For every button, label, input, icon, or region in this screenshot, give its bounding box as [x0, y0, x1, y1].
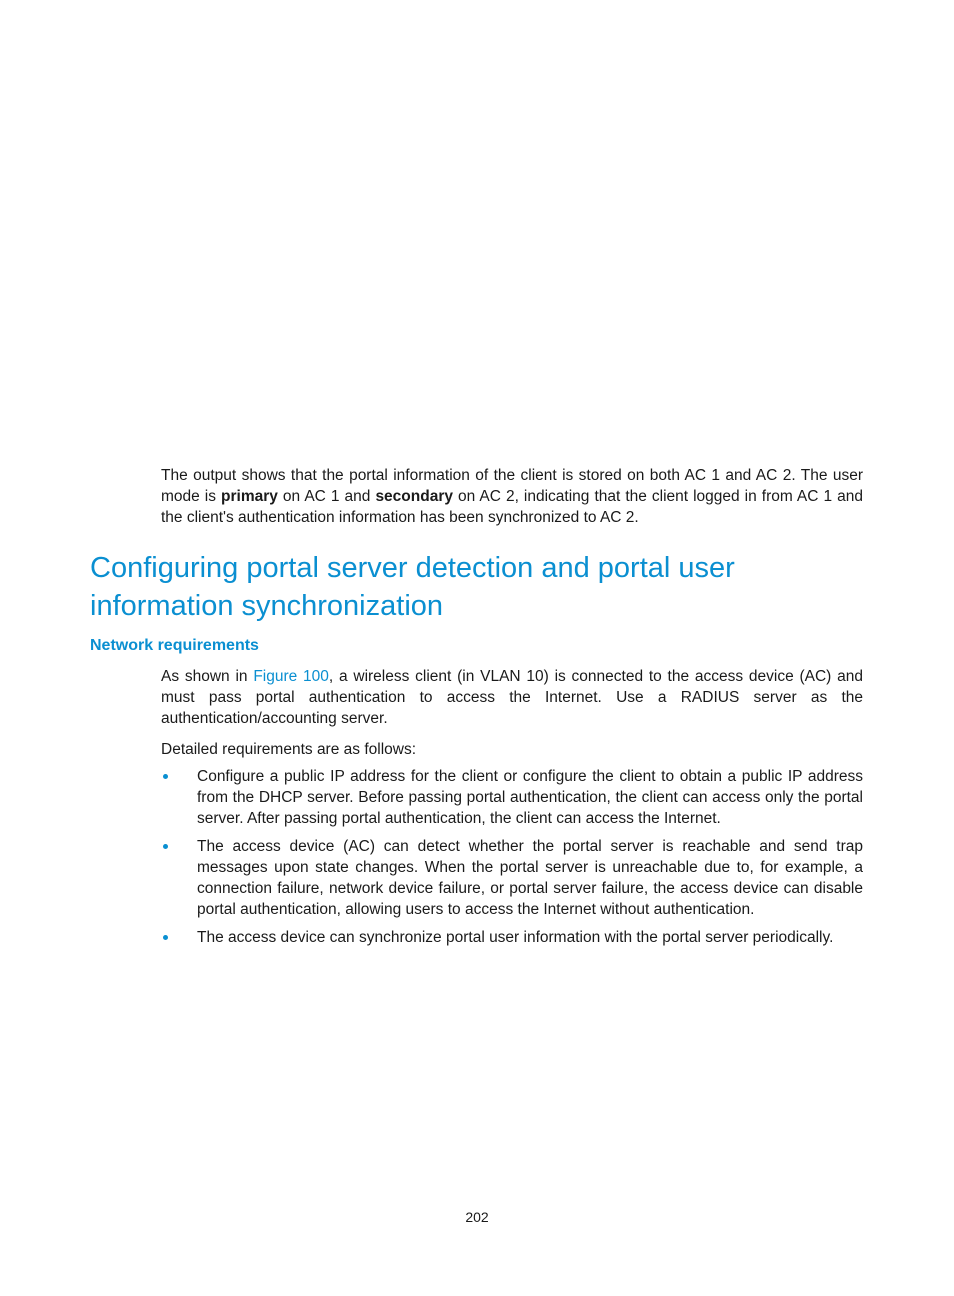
requirements-list [161, 766, 863, 955]
bullet-icon [163, 774, 168, 779]
figure-link[interactable]: Figure 100 [253, 668, 329, 685]
intro-text-after: on AC 2, indicating that the client logged in from AC 1 and the client's authentication information has been synchronized to AC 2. [161, 488, 863, 526]
bullet-icon [163, 935, 168, 940]
requirements-intro-paragraph: Detailed requirements are as follows: [161, 741, 417, 758]
page-number: 202 [465, 1209, 489, 1225]
subsection-title: Network requirements [90, 637, 259, 654]
intro-text-before: The output shows that the portal information of the client is stored on both AC 1 and AC 2. The user mode is [161, 467, 863, 505]
intro-bold-secondary: secondary [375, 488, 453, 505]
list-item-text: The access device (AC) can detect whether the portal server is reachable and send trap messages upon state changes. When the portal server is unreachable due to, for example, a connection failure, network device failure, or portal server failure, the access device can disable portal authentication, allowing users to access the Internet without authentication. [197, 838, 863, 918]
intro-paragraph [161, 465, 863, 528]
list-item-text: The access device can synchronize portal user information with the portal server periodically. [197, 929, 834, 946]
para1-text-after: , a wireless client (in VLAN 10) is connected to the access device (AC) and must pass portal authentication to access the Internet. Use a RADIUS server as the authentication/accounting server. [161, 668, 863, 727]
list-item [161, 766, 863, 829]
para1-text-before: As shown in [161, 668, 254, 685]
intro-bold-primary: primary [221, 488, 278, 505]
list-item [161, 836, 863, 920]
list-item [161, 927, 863, 948]
network-requirements-paragraph [161, 666, 863, 729]
section-title: Configuring portal server detection and portal user information synchronization [90, 552, 735, 622]
list-item-text: Configure a public IP address for the client or configure the client to obtain a public IP address from the DHCP server. Before passing portal authentication, the client can access only the portal server. After passing portal authentication, the client can access the Internet. [197, 768, 863, 827]
bullet-icon [163, 844, 168, 849]
intro-text-mid: on AC 1 and [277, 488, 376, 505]
